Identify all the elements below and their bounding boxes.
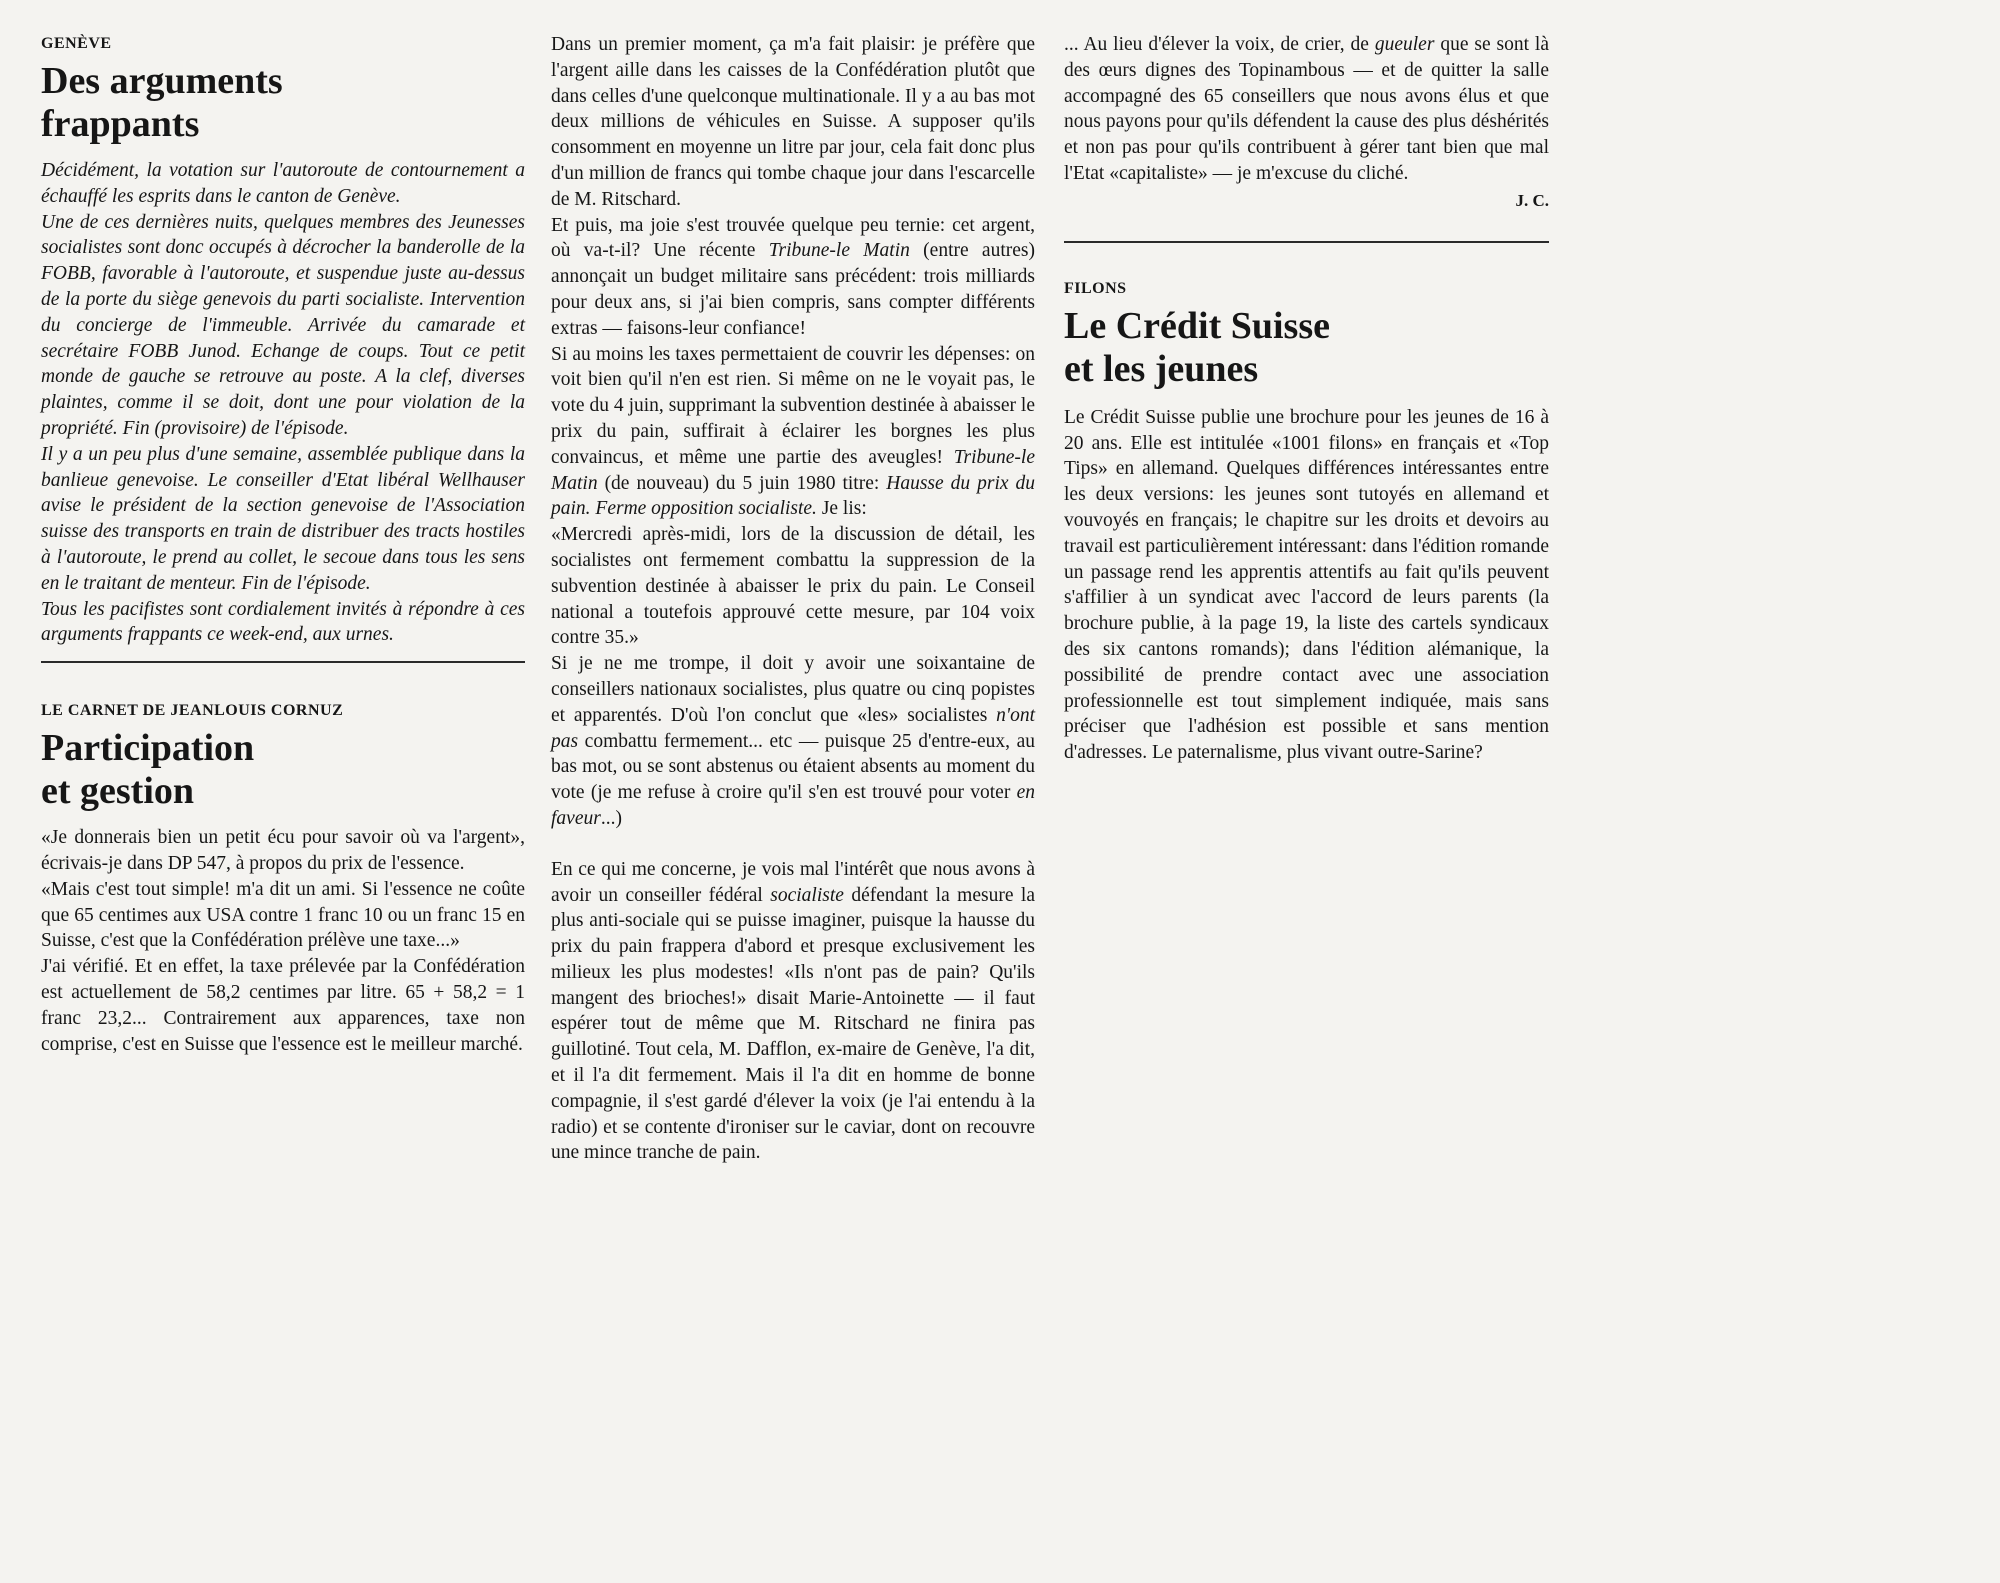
article1-paragraph-3: Il y a un peu plus d'une semaine, assemblée publique dans la banlieue genevoise. Le conseiller d'Etat libéral Wellhauser avise le président de la section genevoise de l'Association suisse des transports en train de distribuer des tracts hostiles à l'autoroute, le prend au collet, le secoue dans tous les sens en le traitant de menteur. Fin de l'épisode.: [41, 443, 525, 594]
column-middle: [551, 32, 1035, 1166]
title-line-2: frappants: [41, 103, 200, 145]
article2-paragraph-7: «Mercredi après-midi, lors de la discussion de détail, les socialistes ont fermement combattu la suppression de la subvention destinée à abaisser le prix du pain. Le Conseil national a toutefois approuvé cette mesure, par 104 voix contre 35.»: [551, 524, 1035, 649]
article-title-arguments: [41, 60, 525, 146]
title-line-2: et les jeunes: [1064, 347, 1259, 390]
title-line-1: Le Crédit Suisse: [1064, 304, 1330, 347]
article-kicker-filons: FILONS: [1064, 279, 1127, 297]
article2-paragraph-4: Dans un premier moment, ça m'a fait plaisir: je préfère que l'argent aille dans les caisses de la Confédération plutôt que dans celles d'une quelconque multinationale. Il y a au bas mot deux millions de véhicules en Suisse. A supposer qu'ils consomment en moyenne un litre par jour, cela fait donc plus d'un million de francs qui tombe chaque jour dans l'escarcelle de M. Ritschard.: [551, 34, 1035, 210]
section-divider: [1064, 241, 1549, 243]
title-line-1: Des arguments: [41, 60, 283, 102]
article3-paragraph-1: Le Crédit Suisse publie une brochure pour les jeunes de 16 à 20 ans. Elle est intitulée «1001 filons» en français et «Top Tips» en allemand. Quelques différences intéressantes entre les deux versions: les jeunes sont tutoyés en allemand et vouvoyés en français; le chapitre sur les droits et devoirs au travail est particulièrement intéressant: dans l'édition romande un passage rend les apprentis attentifs au fait qu'ils peuvent s'affilier à un syndicat avec l'accord de leurs parents (la brochure publie, à la page 19, la liste des cartels syndicaux des six cantons romands); dans l'édition alémanique, la possibilité de prendre contact avec une association professionnelle est tout simplement indiquée, mais sans préciser que l'adhésion est possible et sans mention d'adresses. Le paternalisme, plus vivant outre-Sarine?: [1064, 406, 1549, 764]
title-line-2: et gestion: [41, 770, 195, 813]
article2-paragraph-6: Si au moins les taxes permettaient de couvrir les dépenses: on voit bien qu'il n'en est rien. Si même on ne le voyait pas, le vote du 4 juin, supprimant la subvention destinée à abaisser le prix du pain, suffirait à éclairer les borgnes les plus convaincus, et même une partie des aveugles! Tribune-le Matin (de nouveau) du 5 juin 1980 titre: Hausse du prix du pain. Ferme opposition socialiste. Je lis:: [551, 343, 1035, 520]
article2-paragraph-2: «Mais c'est tout simple! m'a dit un ami. Si l'essence ne coûte que 65 centimes aux USA contre 1 franc 10 ou un franc 15 en Suisse, c'est que la Confédération prélève une taxe...»: [41, 878, 525, 952]
column-left: [41, 32, 525, 1057]
article2-paragraph-1: «Je donnerais bien un petit écu pour savoir où va l'argent», écrivais-je dans DP 547, à propos du prix de l'essence.: [41, 827, 525, 874]
article-title-participation: [41, 727, 525, 813]
article2-paragraph-3: J'ai vérifié. Et en effet, la taxe prélevée par la Confédération est actuellement de 58,2 centimes par litre. 65 + 58,2 = 1 franc 23,2... Contrairement aux apparences, taxe non comprise, c'est en Suisse que l'essence est le meilleur marché.: [41, 956, 525, 1055]
article1-paragraph-2: Une de ces dernières nuits, quelques membres des Jeunesses socialistes sont donc occupés à décrocher la banderolle de la FOBB, favorable à l'autoroute, et suspendue juste au-dessus de la porte du siège genevois du parti socialiste. Intervention du concierge de l'immeuble. Arrivée du camarade et secrétaire FOBB Junod. Echange de coups. Tout ce petit monde de gauche se retrouve au poste. A la clef, diverses plaintes, comme il se doit, dont une pour violation de la propriété. Fin (provisoire) de l'épisode.: [41, 211, 525, 439]
title-line-1: Participation: [41, 727, 255, 770]
article-kicker-geneve: GENÈVE: [41, 35, 112, 52]
article2-paragraph-9: En ce qui me concerne, je vois mal l'intérêt que nous avons à avoir un conseiller fédéral socialiste défendant la mesure la plus anti-sociale qui se puisse imaginer, puisque la hausse du prix du pain frappera d'abord et presque exclusivement les milieux les plus modestes! «Ils n'ont pas de pain? Qu'ils mangent des brioches!» disait Marie-Antoinette — il faut espérer tout de même que M. Ritschard ne finira pas guillotiné. Tout cela, M. Dafflon, ex-maire de Genève, l'a dit, et il l'a dit fermement. Mais il l'a dit en homme de bonne compagnie, il s'est gardé d'élever la voix (je l'ai entendu à la radio) et se contente d'ironiser sur le caviar, dont on recouvre une mince tranche de pain.: [551, 858, 1035, 1164]
article1-paragraph-1: Décidément, la votation sur l'autoroute de contournement a échauffé les esprits dans le canton de Genève.: [41, 160, 525, 207]
article1-paragraph-4: Tous les pacifistes sont cordialement invités à répondre à ces arguments frappants ce week-end, aux urnes.: [41, 598, 525, 646]
article-kicker-carnet: LE CARNET DE JEANLOUIS CORNUZ: [41, 702, 344, 720]
article2-paragraph-10: ... Au lieu d'élever la voix, de crier, de gueuler que se sont là des œurs dignes des Topinambous — et de quitter la salle accompagné des 65 conseillers que nous avons élus et que nous payons pour qu'ils défendent la cause des plus déshérités et non pas pour qu'ils contribuent à gérer tant bien que mal l'Etat «capitaliste» — je m'excuse du cliché.: [1064, 34, 1549, 184]
article2-paragraph-5: Et puis, ma joie s'est trouvée quelque peu ternie: cet argent, où va-t-il? Une récente Tribune-le Matin (entre autres) annonçait un budget militaire sans précédent: trois milliards pour deux ans, si j'ai bien compris, sans compter différents extras — faisons-leur confiance!: [551, 214, 1035, 339]
column-right: [1064, 32, 1549, 766]
article2-signature: J. C.: [1515, 190, 1549, 210]
article2-paragraph-8: Si je ne me trompe, il doit y avoir une soixantaine de conseillers nationaux socialistes, plus quatre ou cinq popistes et apparentés. D'où l'on conclut que «les» socialistes n'ont pas combattu fermement... etc — puisque 25 d'entre-eux, au bas mot, ou se sont abstenus ou étaient absents au moment du vote (je me refuse à croire qu'il s'en est trouvé pour voter en faveur...): [551, 653, 1035, 829]
section-divider: [41, 661, 525, 663]
article-title-credit-suisse: [1064, 305, 1549, 391]
